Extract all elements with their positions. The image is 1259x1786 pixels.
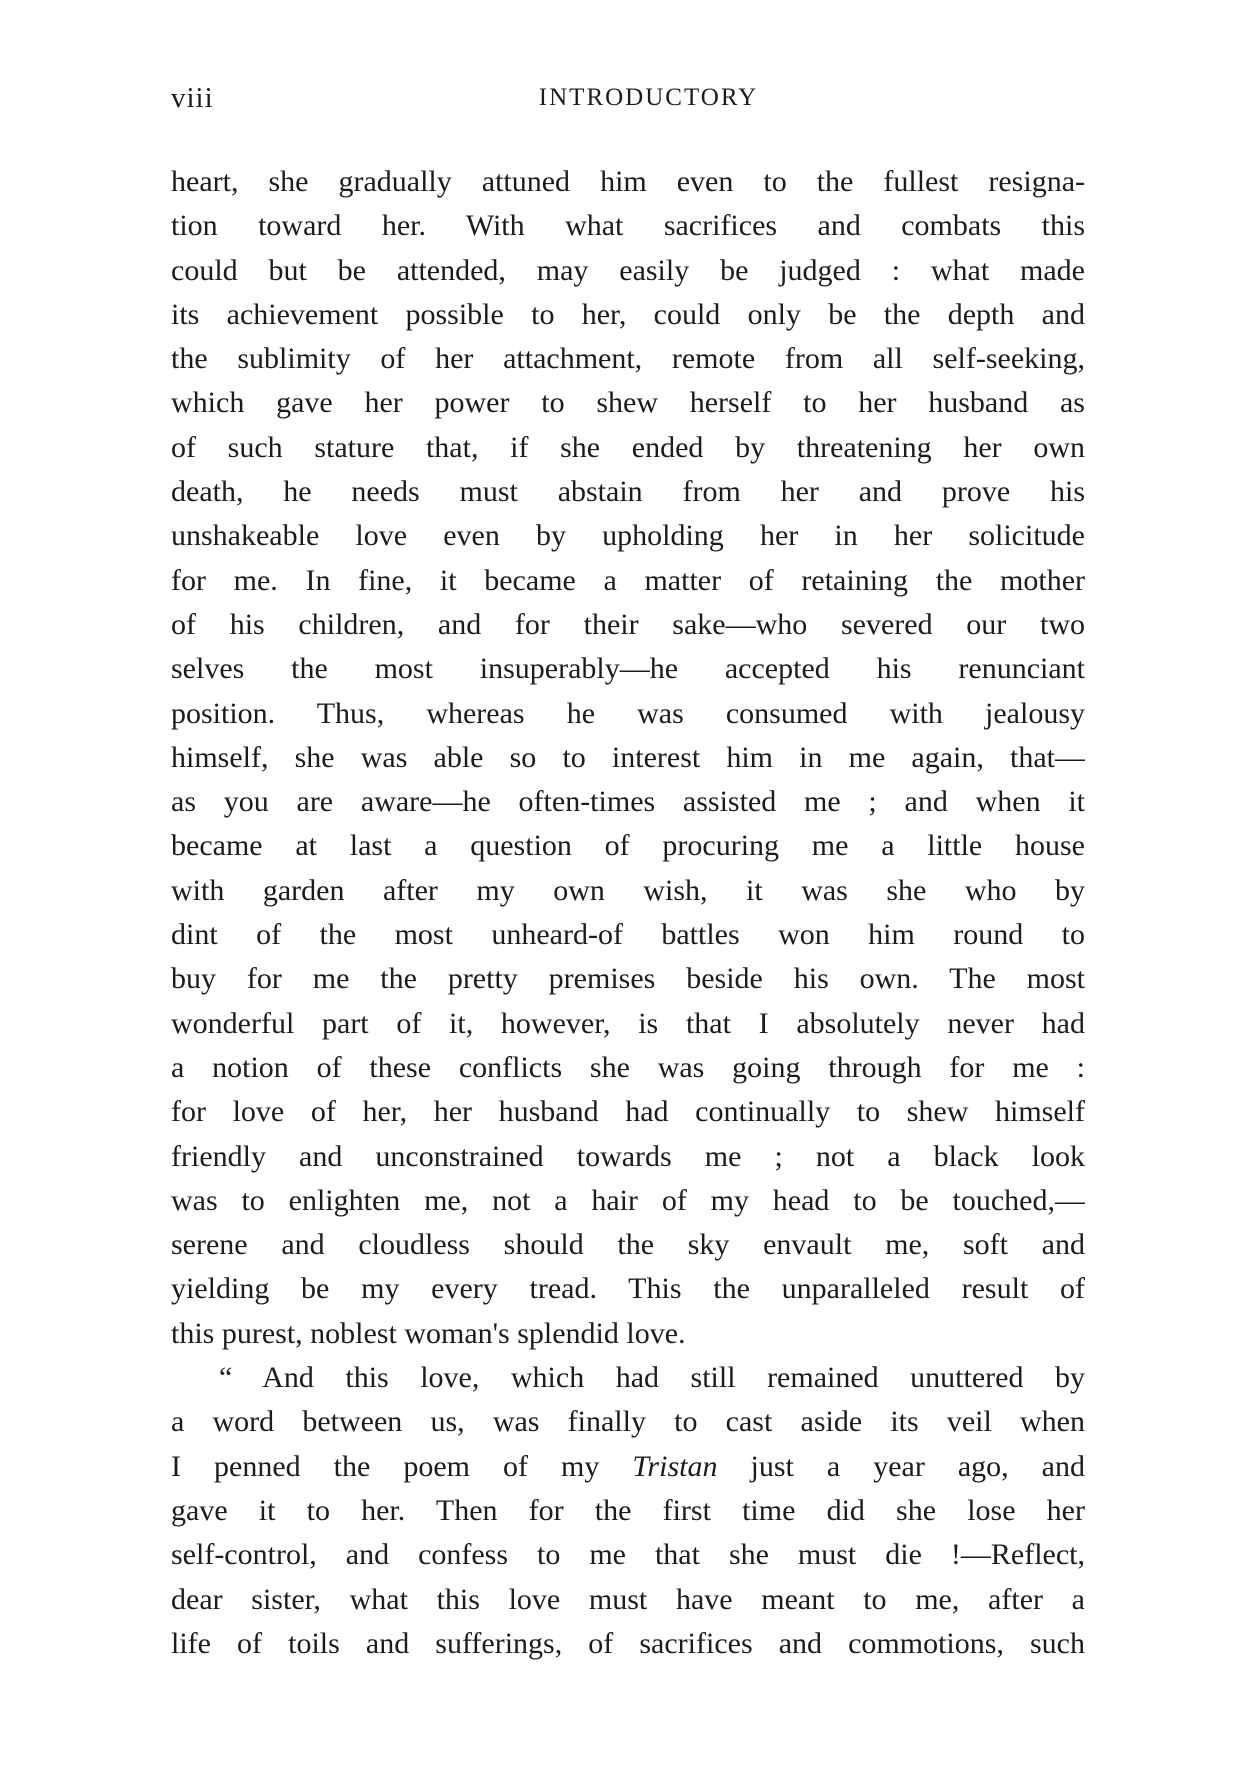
text-line: dear sister, what this love must have meant to me, after a: [171, 1582, 1085, 1616]
tristan-line-before: I penned the poem of my: [171, 1449, 633, 1483]
text-line: death, he needs must abstain from her and prove his: [171, 475, 1085, 509]
text-line: gave it to her. Then for the first time did she lose her: [171, 1493, 1085, 1527]
text-line: life of toils and sufferings, of sacrifices and commotions, such: [171, 1626, 1085, 1660]
text-line: self-control, and confess to me that she must die !—Reflect,: [171, 1538, 1085, 1572]
running-head: [171, 82, 1086, 122]
text-line: of such stature that, if she ended by threatening her own: [171, 430, 1085, 464]
text-line: serene and cloudless should the sky envault me, soft and: [171, 1228, 1085, 1262]
running-title: INTRODUCTORY: [538, 84, 759, 111]
paragraph-end-line: this purest, noblest woman's splendid love.: [171, 1316, 686, 1350]
tristan-line: [171, 1445, 1085, 1489]
tristan-line-after: just a year ago, and: [717, 1449, 1085, 1483]
paragraph-start-line: “ And this love, which had still remained unuttered by: [219, 1361, 1085, 1395]
text-line: which gave her power to shew herself to her husband as: [171, 386, 1085, 420]
text-line: unshakeable love even by upholding her in her solicitude: [171, 519, 1085, 553]
text-line: selves the most insuperably—he accepted his renunciant: [171, 652, 1085, 686]
text-line: position. Thus, whereas he was consumed with jealousy: [171, 696, 1085, 730]
text-line: of his children, and for their sake—who severed our two: [171, 607, 1085, 641]
text-line: its achievement possible to her, could only be the depth and: [171, 297, 1085, 331]
text-line: himself, she was able so to interest him in me again, that—: [171, 740, 1085, 774]
text-line: wonderful part of it, however, is that I absolutely never had: [171, 1006, 1085, 1040]
text-line: for love of her, her husband had continually to shew himself: [171, 1095, 1085, 1129]
page-number: viii: [171, 82, 214, 114]
tristan-title: Tristan: [632, 1449, 718, 1483]
text-line: heart, she gradually attuned him even to the fullest resigna-: [171, 165, 1085, 198]
text-line: buy for me the pretty premises beside his own. The most: [171, 962, 1085, 996]
text-line: the sublimity of her attachment, remote from all self-seeking,: [171, 342, 1085, 376]
text-line: as you are aware—he often-times assisted me ; and when it: [171, 785, 1085, 819]
text-line: could but be attended, may easily be judged : what made: [171, 253, 1085, 287]
text-line: was to enlighten me, not a hair of my head to be touched,—: [171, 1183, 1085, 1217]
text-line: dint of the most unheard-of battles won him round to: [171, 918, 1085, 952]
text-line: friendly and unconstrained towards me ; not a black look: [171, 1139, 1085, 1173]
text-line: a word between us, was finally to cast aside its veil when: [171, 1405, 1085, 1439]
text-line: yielding be my every tread. This the unparalleled result of: [171, 1272, 1085, 1306]
body-text: [171, 160, 1085, 1666]
text-line: became at last a question of procuring me a little house: [171, 829, 1085, 863]
text-line: with garden after my own wish, it was she who by: [171, 873, 1085, 907]
text-line: a notion of these conflicts she was going through for me :: [171, 1050, 1085, 1084]
text-line: tion toward her. With what sacrifices and combats this: [171, 209, 1085, 243]
text-line: for me. In fine, it became a matter of retaining the mother: [171, 563, 1085, 597]
